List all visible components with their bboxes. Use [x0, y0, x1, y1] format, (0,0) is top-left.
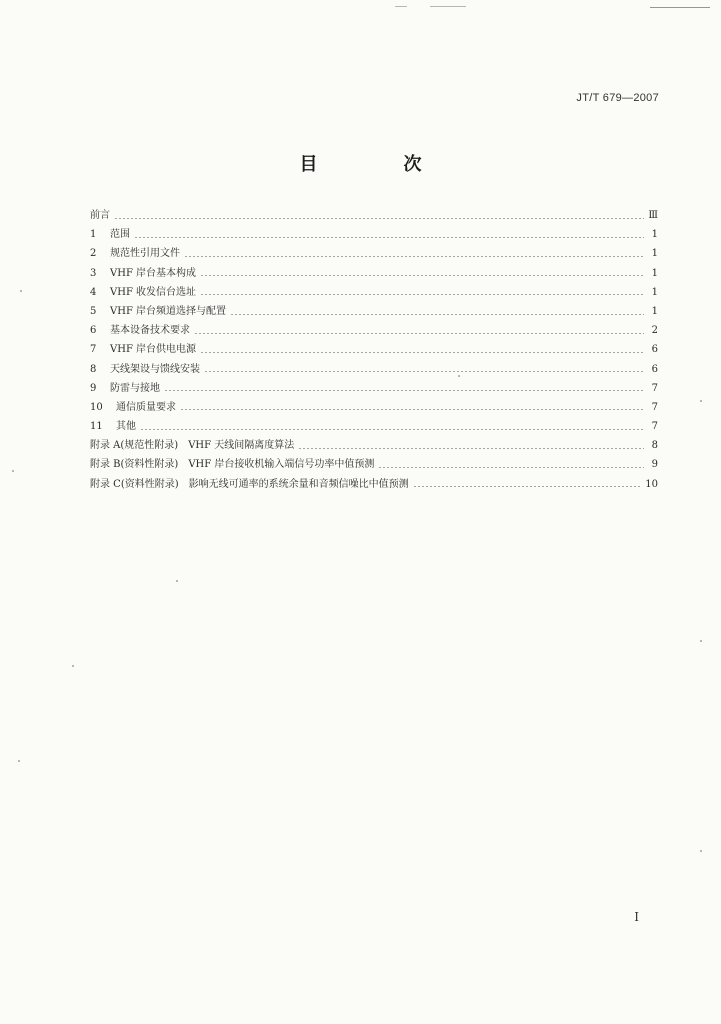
- toc-entry: [90, 340, 658, 359]
- toc-entry-label: 规范性引用文件: [110, 248, 180, 260]
- toc-title: 目 次: [299, 154, 456, 175]
- toc-entry: [90, 417, 658, 436]
- toc-entry-page: 7: [651, 421, 658, 433]
- toc-dot-leader: [298, 448, 644, 449]
- toc-entry-label: 其他: [116, 421, 136, 433]
- toc-entry-label: VHF 岸台供电电源: [110, 344, 197, 356]
- toc-entry-page: 1: [651, 229, 658, 241]
- toc-entry-label: 附录 C(资料性附录) 影响无线可通率的系统余量和音频信噪比中值预测: [90, 478, 409, 490]
- toc-entry-label: 附录 B(资料性附录) VHF 岸台接收机输入端信号功率中值预测: [90, 459, 375, 471]
- table-of-contents: [90, 206, 658, 494]
- page-number: I: [634, 910, 639, 924]
- toc-entry: [90, 379, 658, 398]
- toc-entry: [90, 206, 658, 225]
- toc-entry-label: VHF 岸台频道选择与配置: [110, 305, 227, 317]
- toc-dot-leader: [164, 390, 644, 391]
- toc-entry: [90, 283, 658, 302]
- toc-dot-leader: [378, 467, 644, 468]
- toc-entry-page: 2: [651, 325, 658, 337]
- toc-entry-number: 7: [90, 344, 97, 356]
- toc-dot-leader: [134, 237, 644, 238]
- toc-dot-leader: [140, 429, 644, 430]
- toc-entry-number: 6: [90, 325, 97, 337]
- toc-entry-label: 天线架设与馈线安装: [110, 363, 200, 375]
- toc-dot-leader: [184, 256, 644, 257]
- toc-entry-label: 范围: [110, 229, 130, 241]
- toc-entry: [90, 264, 658, 283]
- toc-dot-leader: [200, 294, 644, 295]
- toc-entry-page: 6: [651, 344, 658, 356]
- toc-entry-number: 8: [90, 363, 97, 375]
- toc-entry-page: 1: [651, 267, 658, 279]
- toc-dot-leader: [200, 352, 644, 353]
- toc-dot-leader: [413, 486, 642, 487]
- toc-entry-number: 4: [90, 286, 97, 298]
- toc-entry-label: 附录 A(规范性附录) VHF 天线间隔离度算法: [90, 440, 295, 452]
- toc-dot-leader: [194, 333, 644, 334]
- toc-entry: [90, 225, 658, 244]
- toc-entry: [90, 475, 658, 494]
- toc-entry-label: VHF 收发信台选址: [110, 286, 197, 298]
- standard-code: JT/T 679—2007: [576, 92, 659, 104]
- toc-entry-label: 通信质量要求: [116, 401, 176, 413]
- toc-entry: [90, 244, 658, 263]
- toc-entry: [90, 455, 658, 474]
- toc-entry-page: 10: [645, 478, 658, 490]
- toc-dot-leader: [230, 314, 644, 315]
- toc-entry-page: 9: [651, 459, 658, 471]
- toc-entry: [90, 436, 658, 455]
- toc-entry-page: 1: [651, 248, 658, 260]
- toc-entry-number: 1: [90, 229, 97, 241]
- toc-entry-number: 5: [90, 305, 97, 317]
- toc-entry-page: 6: [651, 363, 658, 375]
- toc-entry-label: 防雷与接地: [110, 382, 160, 394]
- toc-entry-page: 7: [651, 382, 658, 394]
- toc-entry: [90, 360, 658, 379]
- toc-dot-leader: [180, 409, 644, 410]
- toc-entry-page: 1: [651, 305, 658, 317]
- toc-entry-number: 11: [90, 421, 103, 433]
- toc-entry-page: 7: [651, 401, 658, 413]
- toc-entry-page: 8: [651, 440, 658, 452]
- toc-dot-leader: [204, 371, 644, 372]
- toc-dot-leader: [114, 218, 644, 219]
- toc-entry-label: VHF 岸台基本构成: [110, 267, 197, 279]
- toc-entry-number: 9: [90, 382, 97, 394]
- scan-artifact-lines: [0, 4, 721, 10]
- toc-entry-page: Ⅲ: [648, 210, 658, 221]
- toc-dot-leader: [200, 275, 644, 276]
- toc-entry-number: 10: [90, 401, 103, 413]
- toc-entry: [90, 398, 658, 417]
- toc-entry-label: 前言: [90, 210, 110, 221]
- toc-entry: [90, 321, 658, 340]
- toc-entry-number: 3: [90, 267, 97, 279]
- toc-entry-number: 2: [90, 248, 97, 260]
- toc-entry: [90, 302, 658, 321]
- toc-entry-label: 基本设备技术要求: [110, 325, 190, 337]
- toc-entry-page: 1: [651, 286, 658, 298]
